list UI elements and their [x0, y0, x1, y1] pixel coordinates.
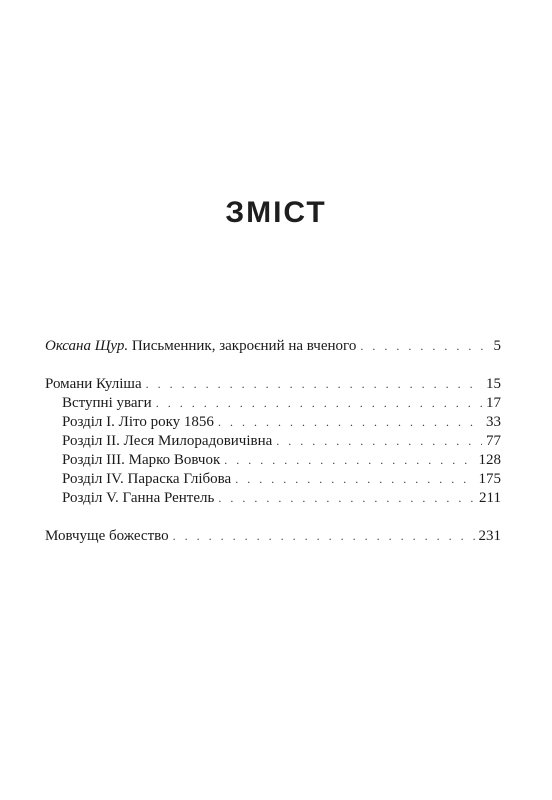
toc-entry-title: Письменник, закроєний на вченого	[128, 338, 357, 354]
toc-entry-title: Романи Куліша	[45, 376, 142, 392]
toc-entry-label	[45, 337, 356, 356]
toc-page-number: 5	[493, 338, 501, 354]
toc-entry-chapter-5	[45, 489, 501, 508]
toc-entry-chapter-3	[45, 451, 501, 470]
toc-entry-chapter-2	[45, 432, 501, 451]
toc-page-number: 15	[486, 376, 501, 392]
toc-page-number: 128	[478, 452, 501, 468]
toc-entry-silent-deity	[45, 527, 501, 546]
dot-leader	[156, 394, 482, 413]
toc-entry-title: Вступні уваги	[62, 395, 152, 411]
toc-page-number: 33	[486, 414, 501, 430]
toc-page-number: 77	[486, 433, 501, 449]
toc-entry-author: Оксана Щур.	[45, 338, 129, 354]
toc-page-number: 211	[479, 490, 501, 506]
toc-entry-title: Розділ V. Ганна Рентель	[62, 490, 215, 506]
toc-entry-title: Розділ II. Леся Милорадовичівна	[62, 433, 273, 449]
toc-entry-chapter-1	[45, 413, 501, 432]
toc-entry-title: Розділ I. Літо року 1856	[62, 414, 214, 430]
dot-leader	[218, 413, 482, 432]
table-of-contents	[45, 337, 501, 546]
dot-leader	[276, 432, 482, 451]
toc-entry-title: Розділ IV. Параска Глібова	[62, 471, 232, 487]
toc-entry-novels	[45, 375, 501, 394]
toc-entry-title: Мовчуще божество	[45, 528, 169, 544]
toc-page-number: 231	[478, 528, 501, 544]
dot-leader	[218, 489, 475, 508]
dot-leader	[235, 470, 474, 489]
dot-leader	[146, 375, 482, 394]
dot-leader	[360, 337, 489, 356]
toc-entry-title: Розділ III. Марко Вовчок	[62, 452, 221, 468]
page-title: ЗМІСТ	[225, 196, 327, 229]
dot-leader	[173, 527, 475, 546]
toc-page-number: 175	[478, 471, 501, 487]
toc-entry-preface	[45, 394, 501, 413]
dot-leader	[224, 451, 474, 470]
toc-entry-chapter-4	[45, 470, 501, 489]
toc-page-number: 17	[486, 395, 501, 411]
toc-entry-intro	[45, 337, 501, 356]
